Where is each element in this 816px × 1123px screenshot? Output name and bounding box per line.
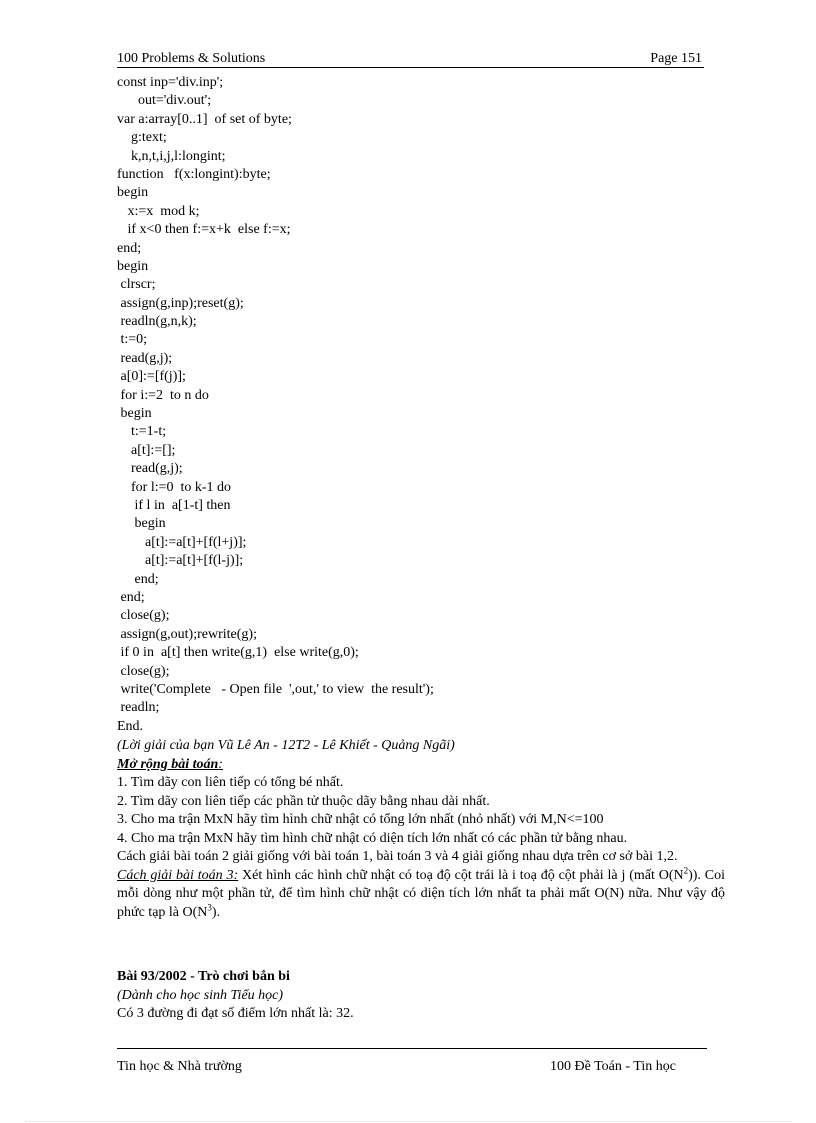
code-line: begin xyxy=(117,516,166,532)
code-line: t:=0; xyxy=(117,332,148,348)
problem-title: Bài 93/2002 - Trò chơi bắn bi xyxy=(117,969,290,984)
code-line: for i:=2 to n do xyxy=(117,387,209,403)
code-line: a[0]:=[f(j)]; xyxy=(117,369,186,385)
approach3-paragraph xyxy=(117,864,725,923)
solution-credit: (Lời giải của bạn Vũ Lê An - 12T2 - Lê Khiết - Quảng Ngãi) xyxy=(117,738,455,753)
code-line: if l in a[1-t] then xyxy=(117,497,231,513)
code-line: g:text; xyxy=(117,130,167,146)
code-line: a[t]:=[]; xyxy=(117,442,176,458)
code-line: assign(g,inp);reset(g); xyxy=(117,295,244,311)
code-line: if 0 in a[t] then write(g,1) else write(g,0); xyxy=(117,645,359,661)
code-line: k,n,t,i,j,l:longint; xyxy=(117,148,226,164)
solution-notes xyxy=(117,737,725,922)
code-line: clrscr; xyxy=(117,277,156,293)
code-line: begin xyxy=(117,406,152,422)
code-line: end; xyxy=(117,240,142,256)
approach-paragraph: Cách giải bài toán 2 giải giống với bài toán 1, bài toán 3 và 4 giải giống nhau dựa trên cơ sở bài 1,2. xyxy=(117,849,678,864)
code-line: End. xyxy=(117,718,144,734)
page-footer xyxy=(117,1058,707,1076)
code-line: readln(g,n,k); xyxy=(117,314,197,330)
code-line: var a:array[0..1] of set of byte; xyxy=(117,111,292,127)
footer-rule xyxy=(117,1048,707,1049)
code-line: close(g); xyxy=(117,608,170,624)
problem-answer: Có 3 đường đi đạt số điểm lớn nhất là: 32. xyxy=(117,1006,354,1021)
header-page-number: Page 151 xyxy=(650,51,702,66)
code-line: a[t]:=a[t]+[f(l+j)]; xyxy=(117,534,247,550)
extension-item: 1. Tìm dãy con liên tiếp có tổng bé nhất. xyxy=(117,775,344,790)
code-line: t:=1-t; xyxy=(117,424,167,440)
code-line: function f(x:longint):byte; xyxy=(117,166,271,182)
code-line: close(g); xyxy=(117,663,170,679)
code-line: assign(g,out);rewrite(g); xyxy=(117,626,257,642)
code-line: read(g,j); xyxy=(117,350,173,366)
extension-heading-colon: : xyxy=(218,756,223,772)
approach3-text-a: Xét hình các hình chữ nhật có toạ độ cột trái là i toạ độ cột phải là j (mất O(N xyxy=(238,867,684,883)
footer-collection: 100 Đề Toán - Tin học xyxy=(550,1059,676,1074)
code-line: end; xyxy=(117,571,159,587)
code-line: x:=x mod k; xyxy=(117,203,200,219)
next-problem xyxy=(117,968,725,1024)
code-line: begin xyxy=(117,185,149,201)
approach3-label: Cách giải bài toán 3: xyxy=(117,867,239,883)
extension-heading-line xyxy=(117,756,725,775)
approach3-text-b: )). Coi mỗi dòng như một phần tử, để tìm hình chữ nhật có diện tích lớn nhất ta phải mất O(N) nữa. Như vậy độ phức tạp là O(N xyxy=(117,867,725,920)
header-book-title: 100 Problems & Solutions xyxy=(117,51,266,66)
code-line: write('Complete - Open file ',out,' to view the result'); xyxy=(117,681,434,697)
code-line: a[t]:=a[t]+[f(l-j)]; xyxy=(117,553,244,569)
code-line: out='div.out'; xyxy=(117,93,212,109)
code-line: if x<0 then f:=x+k else f:=x; xyxy=(117,222,291,238)
page-header xyxy=(117,50,704,68)
extension-heading: Mở rộng bài toán xyxy=(117,756,219,772)
code-line: const inp='div.inp'; xyxy=(117,75,224,90)
code-line: end; xyxy=(117,589,145,605)
extension-item: 4. Cho ma trận MxN hãy tìm hình chữ nhật có diện tích lớn nhất có các phần tử bằng nhau. xyxy=(117,830,628,846)
footer-publication: Tin học & Nhà trường xyxy=(117,1059,242,1074)
problem-subtitle: (Dành cho học sinh Tiểu học) xyxy=(117,987,284,1003)
approach3-superscript-3: 3 xyxy=(207,901,212,912)
code-line: read(g,j); xyxy=(117,461,183,477)
approach3-superscript-2: 2 xyxy=(683,864,689,875)
page-edge xyxy=(25,1121,791,1122)
extension-item: 2. Tìm dãy con liên tiếp các phần tử thuộc dãy bằng nhau dài nhất. xyxy=(117,793,490,809)
pascal-code-block xyxy=(117,74,717,736)
code-line: readln; xyxy=(117,700,160,716)
code-line: for l:=0 to k-1 do xyxy=(117,479,232,495)
extension-item: 3. Cho ma trận MxN hãy tìm hình chữ nhật có tổng lớn nhất (nhỏ nhất) với M,N<=100 xyxy=(117,812,604,827)
code-line: begin xyxy=(117,258,149,274)
approach3-text-c: ). xyxy=(211,904,221,920)
